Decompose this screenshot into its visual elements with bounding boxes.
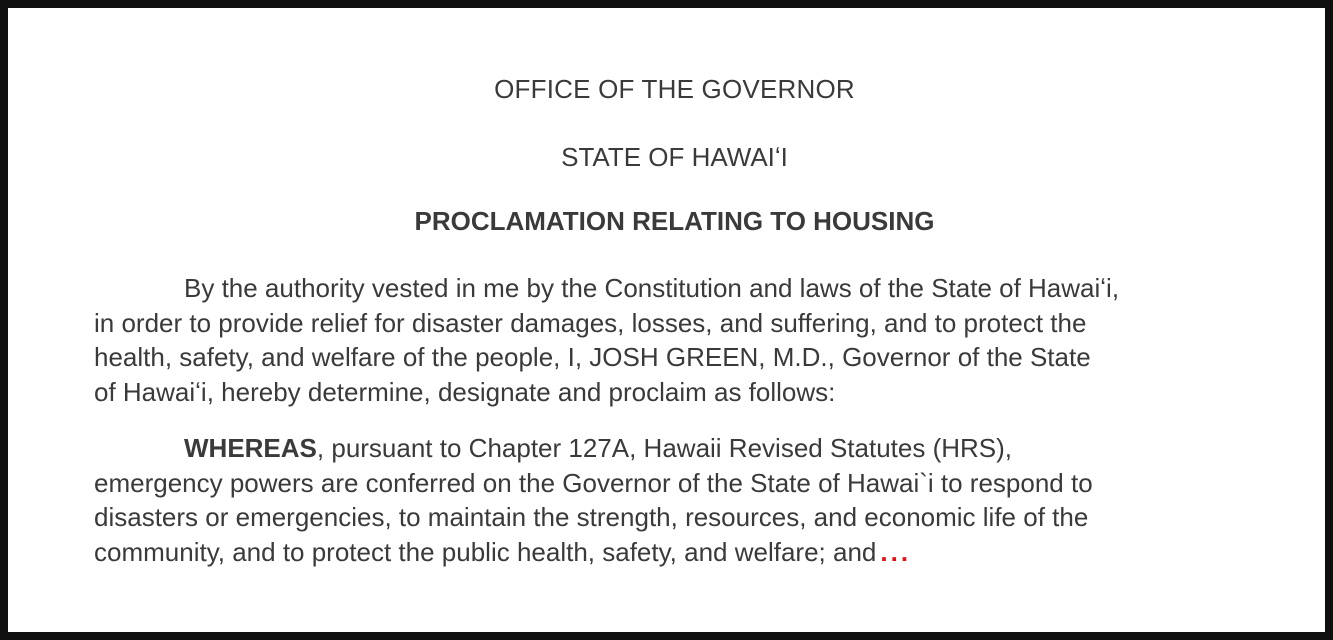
paragraph-line — [94, 535, 1284, 570]
paragraph-line: By the authority vested in me by the Constitution and laws of the State of Hawaiʻi, — [184, 273, 1120, 303]
paragraph-line-text: community, and to protect the public health, safety, and welfare; and — [94, 536, 877, 567]
continuation-ellipsis: ... — [880, 536, 912, 567]
authority-paragraph — [94, 271, 1284, 409]
paragraph-line — [94, 431, 1284, 466]
whereas-line-rest: , pursuant to Chapter 127A, Hawaii Revised Statutes (HRS), — [316, 433, 1013, 463]
paragraph-line: health, safety, and welfare of the people, I, JOSH GREEN, M.D., Governor of the State — [94, 342, 1091, 372]
whereas-paragraph — [94, 431, 1284, 569]
paragraph-line: in order to provide relief for disaster damages, losses, and suffering, and to protect the — [94, 307, 1087, 338]
office-heading: OFFICE OF THE GOVERNOR — [494, 74, 855, 104]
whereas-keyword: WHEREAS — [184, 433, 317, 463]
paragraph-line: emergency powers are conferred on the Governor of the State of Hawai`i to respond to — [94, 467, 1093, 498]
proclamation-title: PROCLAMATION RELATING TO HOUSING — [414, 206, 935, 236]
paragraph-line: disasters or emergencies, to maintain the strength, resources, and economic life of the — [94, 502, 1089, 532]
state-heading: STATE OF HAWAIʻI — [561, 142, 788, 172]
paragraph-line: of Hawaiʻi, hereby determine, designate and proclaim as follows: — [94, 376, 836, 407]
